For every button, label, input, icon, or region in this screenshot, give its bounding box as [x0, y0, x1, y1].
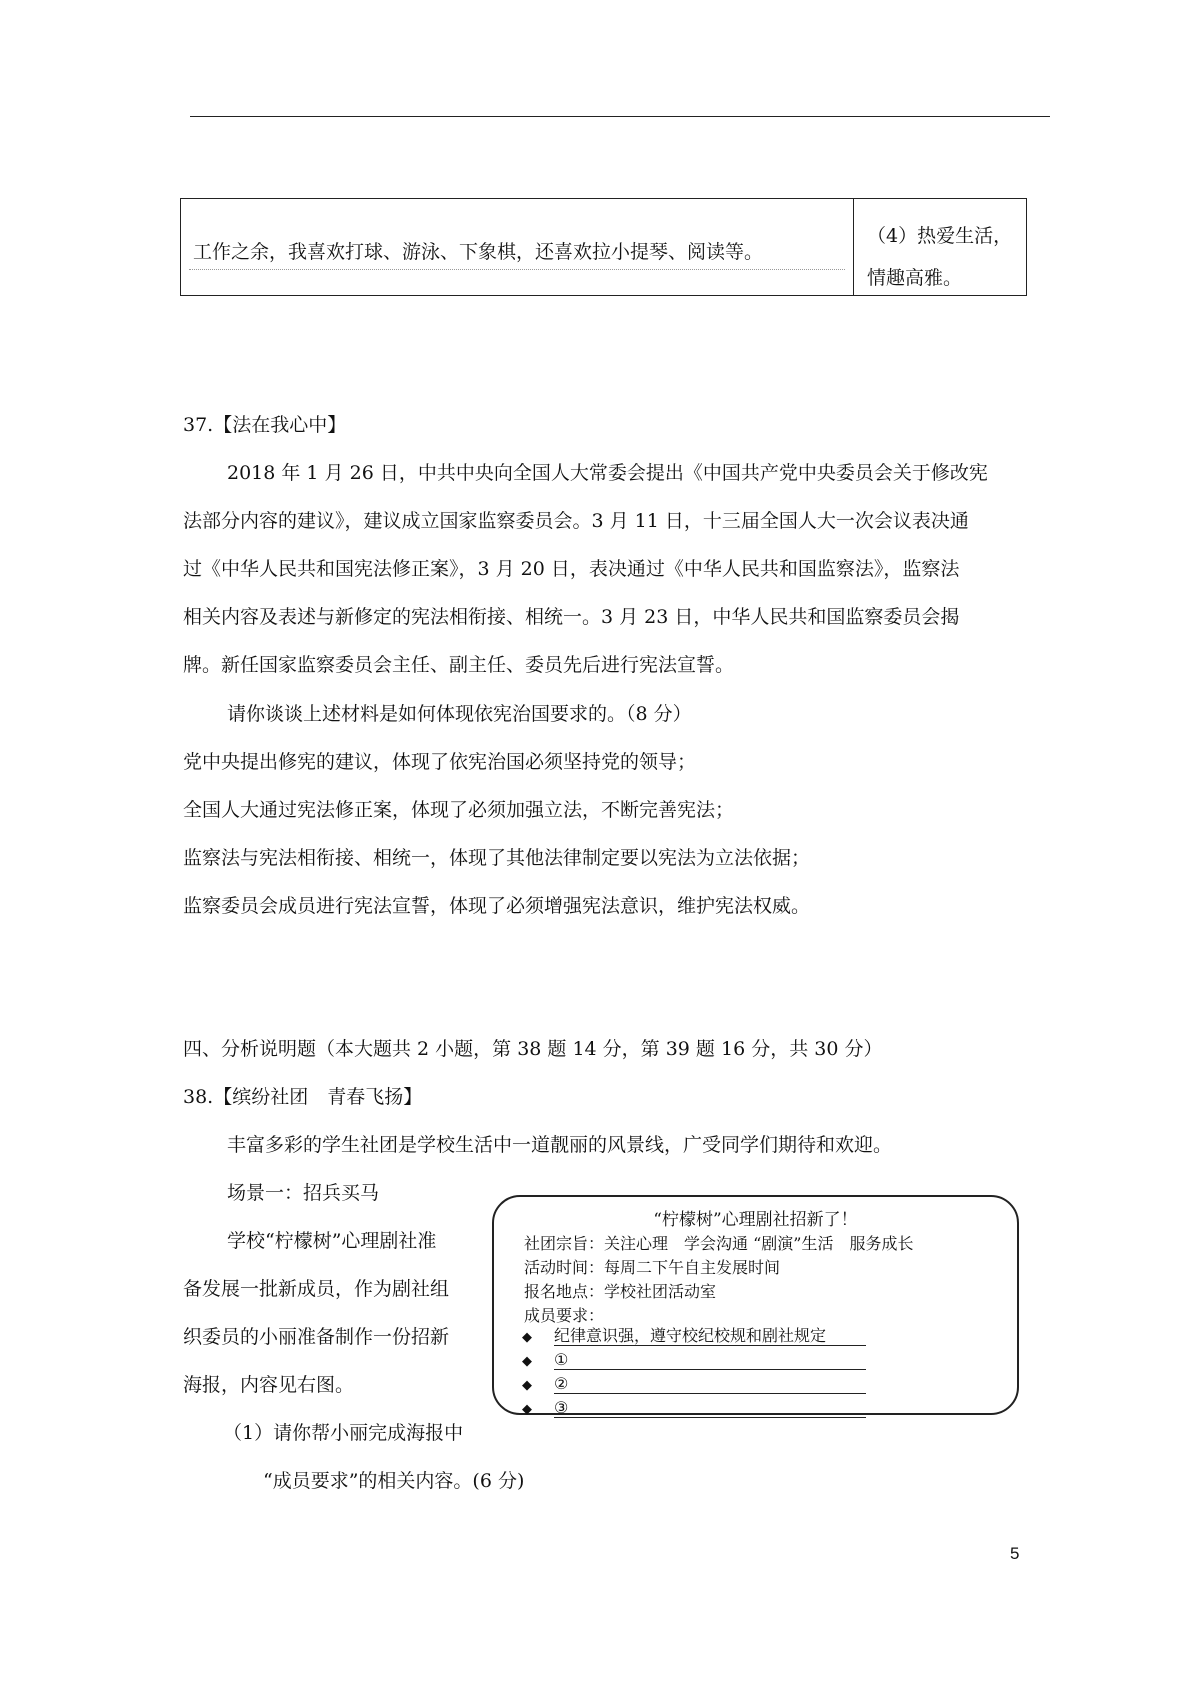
- poster-requirement-blank-2: ②: [554, 1375, 866, 1394]
- poster-requirement-blank-1: ①: [554, 1351, 866, 1370]
- q37-question: 请你谈谈上述材料是如何体现依宪治国要求的。（8 分）: [227, 703, 692, 725]
- poster-requirement-1: 纪律意识强，遵守校纪校规和剧社规定: [554, 1327, 866, 1346]
- q38-sub1-line-2: “成员要求”的相关内容。(6 分): [263, 1470, 525, 1492]
- answer-table-left-text: 工作之余，我喜欢打球、游泳、下象棋，还喜欢拉小提琴、阅读等。: [193, 241, 764, 263]
- q37-paragraph-line: 过《中华人民共和国宪法修正案》，3 月 20 日，表决通过《中华人民共和国监察法》，监察法: [183, 558, 960, 580]
- page-number: 5: [1010, 1544, 1020, 1563]
- poster-requirement-blank-3: ③: [554, 1399, 866, 1418]
- answer-table-left-cell: [181, 199, 854, 295]
- poster-requirements-label: 成员要求：: [524, 1306, 605, 1325]
- poster-purpose: 社团宗旨：关注心理 学会沟通 “剧演”生活 服务成长: [524, 1234, 914, 1253]
- answer-table-right-line-2: 情趣高雅。: [867, 267, 963, 289]
- q37-answer-line: 全国人大通过宪法修正案，体现了必须加强立法，不断完善宪法；: [183, 799, 735, 821]
- recruitment-poster: [492, 1195, 1019, 1415]
- poster-title: “柠檬树”心理剧社招新了！: [653, 1210, 858, 1230]
- q37-paragraph-line: 2018 年 1 月 26 日，中共中央向全国人大常委会提出《中国共产党中央委员会关于修改宪: [227, 462, 988, 484]
- diamond-bullet-icon: ◆: [522, 1330, 532, 1345]
- q38-heading: 38.【缤纷社团 青春飞扬】: [183, 1086, 423, 1108]
- answer-table-right-cell: [867, 215, 1017, 299]
- q38-scene: 场景一：招兵买马: [227, 1182, 380, 1204]
- q37-paragraph-line: 法部分内容的建议》，建议成立国家监察委员会。3 月 11 日，十三届全国人大一次会议表决通: [183, 510, 969, 532]
- q37-heading: 37.【法在我心中】: [183, 414, 347, 436]
- q37-answer-line: 监察委员会成员进行宪法宣誓，体现了必须增强宪法意识，维护宪法权威。: [183, 895, 811, 917]
- diamond-bullet-icon: ◆: [522, 1354, 532, 1369]
- header-rule: [190, 116, 1050, 117]
- poster-time: 活动时间：每周二下午自主发展时间: [524, 1258, 781, 1277]
- diamond-bullet-icon: ◆: [522, 1378, 532, 1393]
- q37-answer-line: 党中央提出修宪的建议，体现了依宪治国必须坚持党的领导；: [183, 751, 697, 773]
- q38-description-line: 海报，内容见右图。: [183, 1374, 355, 1396]
- q37-paragraph-line: 相关内容及表述与新修定的宪法相衔接、相统一。3 月 23 日，中华人民共和国监察委员会揭: [183, 606, 960, 628]
- q37-answer-line: 监察法与宪法相衔接、相统一，体现了其他法律制定要以宪法为立法依据；: [183, 847, 811, 869]
- section-title: 四、分析说明题（本大题共 2 小题，第 38 题 14 分，第 39 题 16 分，共 30 分）: [183, 1038, 883, 1060]
- q38-description-line: 学校“柠檬树”心理剧社准: [227, 1230, 437, 1252]
- diamond-bullet-icon: ◆: [522, 1402, 532, 1417]
- poster-place: 报名地点：学校社团活动室: [524, 1282, 717, 1301]
- q38-description-line: 织委员的小丽准备制作一份招新: [183, 1326, 450, 1348]
- answer-table: [180, 198, 1027, 296]
- q38-intro: 丰富多彩的学生社团是学校生活中一道靓丽的风景线，广受同学们期待和欢迎。: [227, 1134, 893, 1156]
- answer-table-right-line-1: （4）热爱生活，: [867, 225, 1013, 247]
- q37-paragraph-line: 牌。新任国家监察委员会主任、副主任、委员先后进行宪法宣誓。: [183, 654, 735, 676]
- dotted-divider: [189, 269, 845, 270]
- q38-description-line: 备发展一批新成员，作为剧社组: [183, 1278, 450, 1300]
- q38-sub1-line-1: （1）请你帮小丽完成海报中: [223, 1422, 464, 1444]
